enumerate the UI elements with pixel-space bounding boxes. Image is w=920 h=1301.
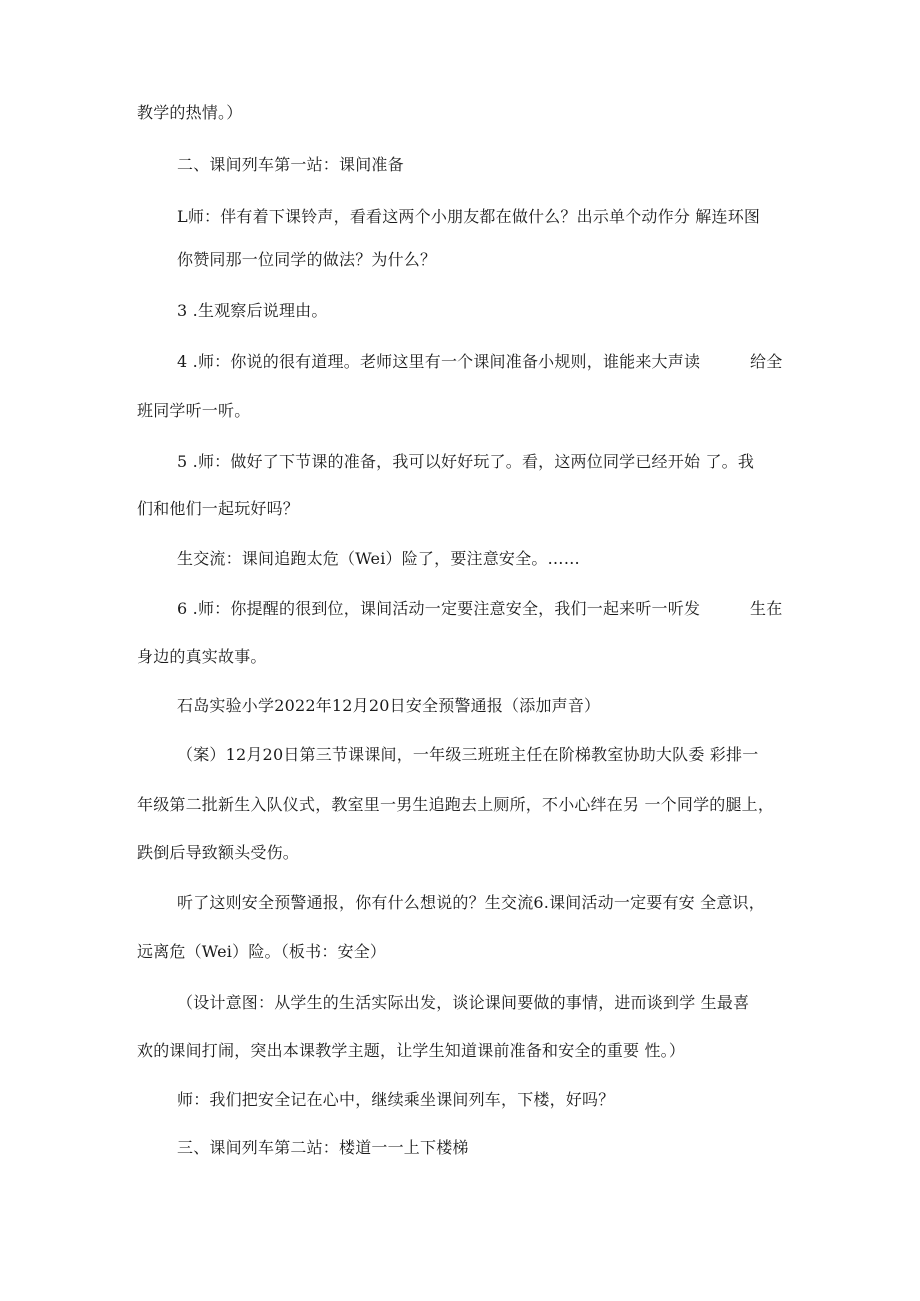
text-line: 你赞同那一位同学的做法？为什么？ [177,250,437,269]
text-line: 6 .师：你提醒的很到位，课间活动一定要注意安全，我们一起来听一听发 [177,599,701,618]
text-line: L师：伴有着下课铃声，看看这两个小朋友都在做什么？出示单个动作分 解连环图 [177,207,761,226]
text-line: 石岛实验小学2022年12月20日安全预警通报（添加声音） [177,696,601,715]
text-line: 听了这则安全预警通报，你有什么想说的？生交流6.课间活动一定要有安 全意识， [177,893,765,912]
text-line: 远离危（Wei）险。（板书：安全） [137,942,387,961]
text-line: 师：我们把安全记在心中，继续乘坐课间列车，下楼，好吗？ [177,1090,615,1109]
text-line: 们和他们一起玩好吗？ [137,499,300,518]
text-line: 4 .师：你说的很有道理。老师这里有一个课间准备小规则，谁能来大声读 [177,352,701,371]
text-line: 3 .生观察后说理由。 [177,301,328,320]
text-line: 欢的课间打闹，突出本课教学主题，让学生知道课前准备和安全的重要 性。） [137,1041,686,1060]
text-line: 年级第二批新生入队仪式，教室里一男生追跑去上厕所，不小心绊在另 一个同学的腿上， [137,795,775,814]
section-heading: 三、课间列车第二站：楼道一一上下楼梯 [177,1138,469,1157]
text-line: 跌倒后导致额头受伤。 [137,843,300,862]
text-line: （案）12月20日第三节课课间，一年级三班班主任在阶梯教室协助大队委 彩排一 [177,745,759,764]
text-line: 班同学听一听。 [137,401,251,420]
section-heading: 二、课间列车第一站：课间准备 [177,155,404,174]
text-line: 生在 [750,599,783,618]
text-line: （设计意图：从学生的生活实际出发，谈论课间要做的事情，进而谈到学 生最喜 [177,993,750,1012]
text-line: 生交流：课间追跑太危（Wei）险了，要注意安全。…… [177,549,580,568]
text-line: 教学的热情。） [137,103,243,122]
text-line: 5 .师：做好了下节课的准备，我可以好好玩了。看，这两位同学已经开始 了。我 [177,452,755,471]
text-line: 身边的真实故事。 [137,647,267,666]
text-line: 给全 [750,352,783,371]
